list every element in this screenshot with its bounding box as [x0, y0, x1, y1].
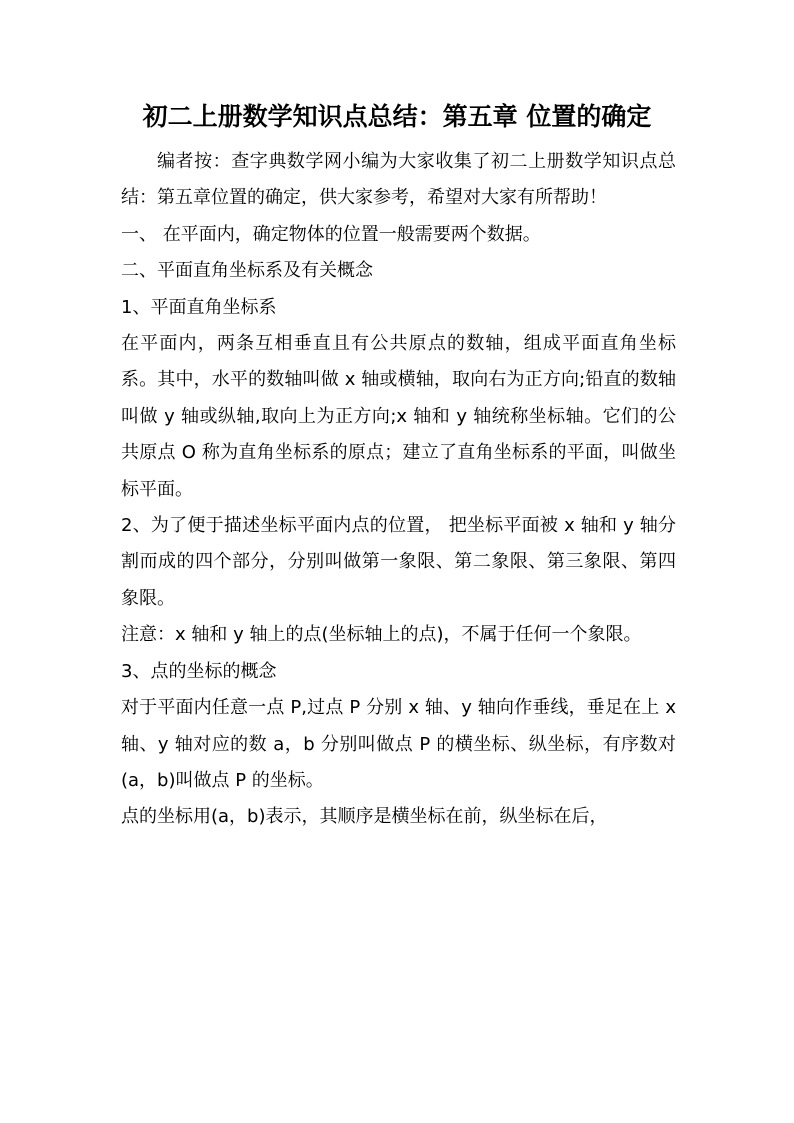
quadrants-paragraph: 2、为了便于描述坐标平面内点的位置， 把坐标平面被 x 轴和 y 轴分割而成的四个部分，分别叫做第一象限、第二象限、第三象限、第四象限。: [121, 515, 676, 609]
section-one-paragraph: 一、 在平面内，确定物体的位置一般需要两个数据。: [121, 223, 541, 245]
document-body: [121, 144, 676, 836]
coordinate-order-paragraph: 点的坐标用(a，b)表示，其顺序是横坐标在前，纵坐标在后，: [121, 806, 608, 828]
coordinate-system-definition-paragraph: 在平面内，两条互相垂直且有公共原点的数轴，组成平面直角坐标系。其中，水平的数轴叫做 x 轴或横轴，取向右为正方向;铅直的数轴叫做 y 轴或纵轴,取向上为正方向;x 轴和 y 轴统称坐标轴。它们的公共原点 O 称为直角坐标系的原点；建立了直角坐标系的平面，叫做坐标平面。: [121, 333, 676, 500]
document-title: 初二上册数学知识点总结：第五章 位置的确定: [142, 102, 652, 131]
axis-note-paragraph: 注意：x 轴和 y 轴上的点(坐标轴上的点)，不属于任何一个象限。: [121, 624, 642, 646]
subsection-3-heading: 3、点的坐标的概念: [121, 660, 277, 682]
editor-note-paragraph: 编者按：查字典数学网小编为大家收集了初二上册数学知识点总结：第五章位置的确定，供大家参考，希望对大家有所帮助！: [121, 151, 676, 209]
subsection-1-heading: 1、平面直角坐标系: [121, 296, 277, 318]
point-coordinate-definition-paragraph: 对于平面内任意一点 P,过点 P 分别 x 轴、y 轴向作垂线，垂足在上 x 轴、y 轴对应的数 a，b 分别叫做点 P 的横坐标、纵坐标，有序数对(a，b)叫做点 P 的坐标。: [121, 697, 676, 791]
section-two-heading: 二、平面直角坐标系及有关概念: [121, 260, 373, 282]
